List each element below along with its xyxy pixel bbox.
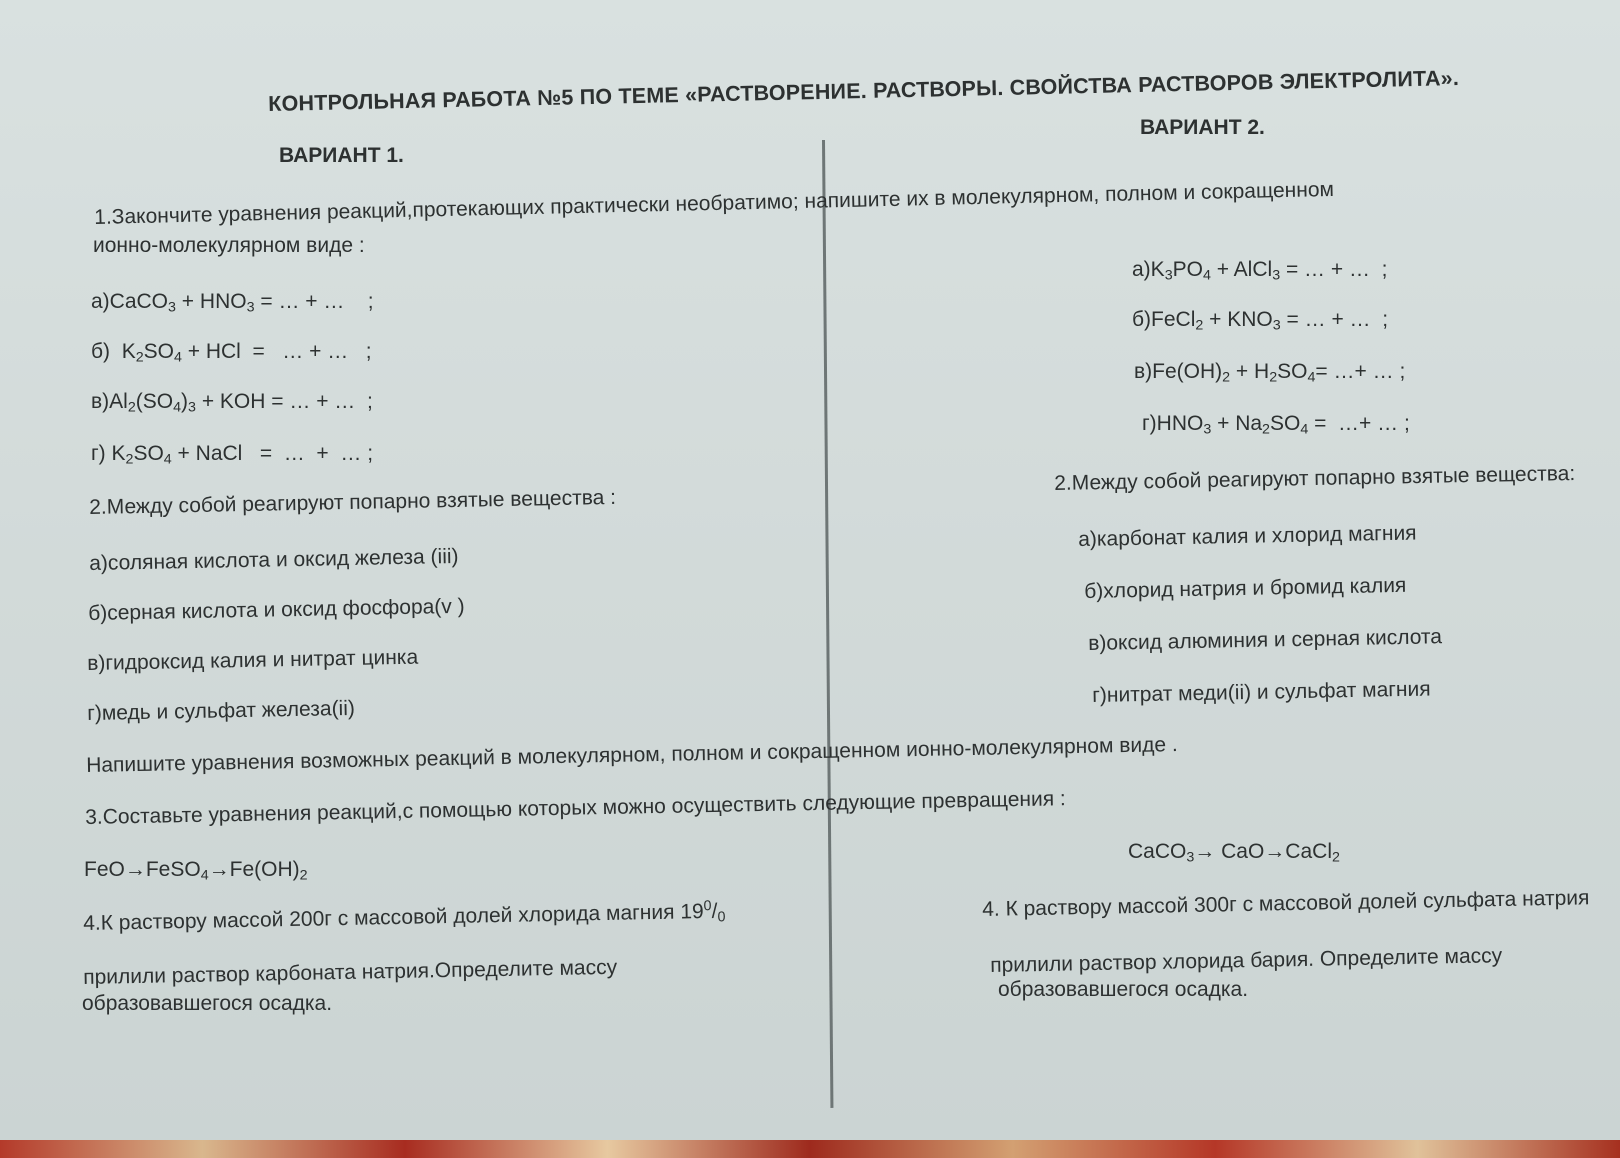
v2-equation-b: б)FeCl$_2$ + $KNO_3$ = … + … ; (1132, 308, 1389, 334)
column-divider (822, 140, 833, 1108)
write-reactions-note: Напишите уравнения возможных реакций в молекулярном, полном и сокращенном ионно-молекулярном виде . (86, 733, 1178, 777)
v2-task2-c: в)оксид алюминия и серная кислота (1088, 625, 1443, 655)
v1-equation-b: б) $K_2SO_4$ + HCl = … + … ; (91, 340, 372, 366)
v2-equation-d: $г)HNO_3 + Na_2SO_4$ = …+ … ; (1142, 412, 1410, 438)
v1-equation-c: $в)Al_2(SO_4)_3$ + KOH = … + … ; (91, 390, 373, 416)
v1-task2-b: б)серная кислота и оксид фосфора(v ) (88, 594, 465, 625)
v1-task2-c: в)гидроксид калия и нитрат цинка (87, 645, 419, 675)
v2-task4-line2: прилили раствор хлорида бария. Определите массу (990, 944, 1503, 977)
v2-task4: 4. К раствору массой 300г с массовой долей сульфата натрия (982, 886, 1590, 921)
task1-instruction-cont: ионно-молекулярном виде : (93, 234, 365, 257)
v2-transformation-chain: CaCO$_3$→ CaO→CaCl$_2$ (1128, 840, 1340, 866)
v1-task2: 2.Между собой реагируют попарно взятые вещества : (89, 485, 617, 519)
variant-2-header: ВАРИАНТ 2. (1140, 116, 1265, 139)
v1-task4-line2: прилили раствор карбоната натрия.Определите массу (83, 955, 618, 989)
v1-task4: 4.К раствору массой 200г с массовой долей хлорида магния $19^0/_0$ (83, 898, 726, 935)
tablecloth-edge (0, 1140, 1620, 1158)
v1-task4-line3: образовавшегося осадка. (82, 992, 333, 1015)
v1-task2-d: г)медь и сульфат железа(ii) (87, 696, 356, 725)
v2-task4-line3: образовавшегося осадка. (998, 978, 1249, 1001)
task3-instruction: 3.Составьте уравнения реакций,с помощью которых можно осуществить следующие превращения : (85, 787, 1066, 829)
v2-equation-c: $в)Fe(OH)_2 + H_2SO_4=$ …+ … ; (1134, 360, 1406, 386)
task1-instruction: 1.Закончите уравнения реакций,протекающих практически необратимо; напишите их в молекулярном, полном и сокращенном (94, 177, 1335, 229)
v1-task2-a: а)соляная кислота и оксид железа (iii) (89, 544, 459, 575)
v2-task2: 2.Между собой реагируют попарно взятые вещества: (1054, 461, 1576, 495)
v1-transformation-chain: $FeO\to FeSO_4\to Fe(OH)_2$ (84, 858, 308, 884)
v1-equation-d: г) $K_2SO_4$ + NaCl = … + … ; (91, 442, 374, 468)
page-title: КОНТРОЛЬНАЯ РАБОТА №5 ПО ТЕМЕ «РАСТВОРЕНИЕ. РАСТВОРЫ. СВОЙСТВА РАСТВОРОВ ЭЛЕКТРОЛИТА». (268, 66, 1460, 116)
v1-task4-text: 4.К раствору массой 200г с массовой долей хлорида магния 19 (83, 900, 704, 935)
variant-1-header: ВАРИАНТ 1. (279, 144, 404, 167)
v2-equation-a: $а)K_3PO_4$ + AlCl$_3$ = … + … ; (1132, 258, 1388, 284)
v1-equation-a: а)CaCO$_3$ + $HNO_3$ = … + … ; (91, 290, 374, 316)
v2-task2-d: г)нитрат меди(ii) и сульфат магния (1092, 677, 1431, 707)
v2-task2-a: а)карбонат калия и хлорид магния (1078, 521, 1417, 551)
v2-task2-b: б)хлорид натрия и бромид калия (1084, 573, 1407, 603)
